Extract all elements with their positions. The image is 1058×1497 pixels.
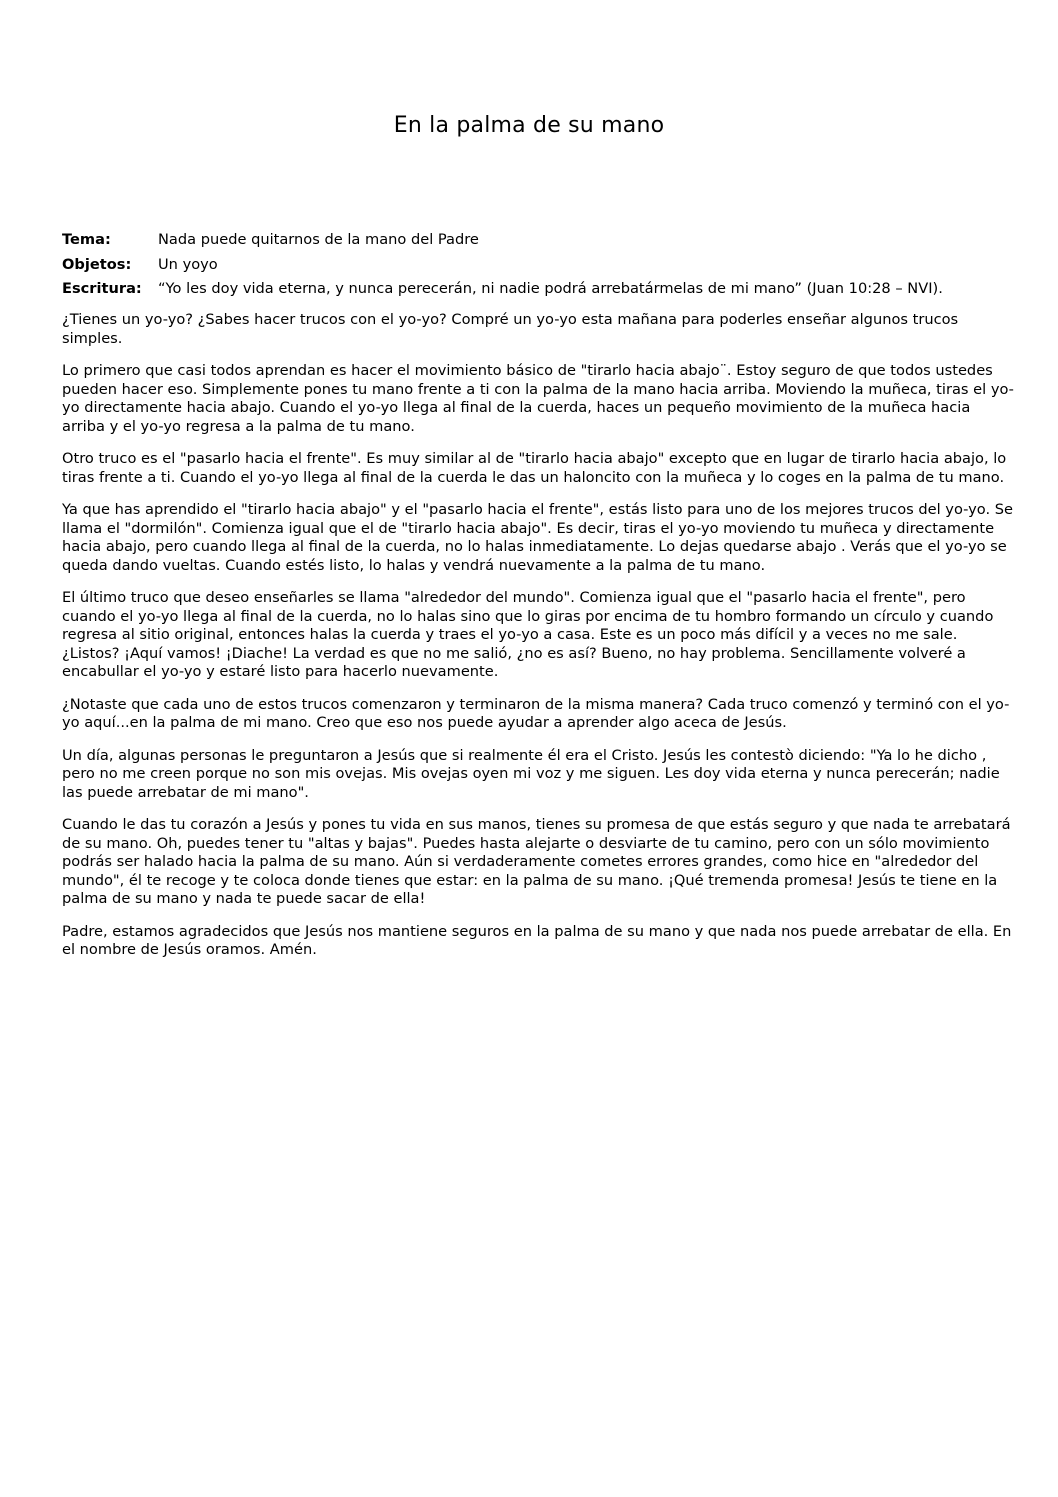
paragraph: Cuando le das tu corazón a Jesús y pones tu vida en sus manos, tienes su promesa de que estás seguro y que nada te arrebatará de su mano. Oh, puedes tener tu "altas y bajas". Puedes hasta alejarte o desviarte de tu camino, pero con un sólo movimiento podrás ser halado hacia la palma de su mano. Aún si verdaderamente cometes errores grandes, como hice en "alrededor del mundo", él te recoge y te coloca donde tienes que estar: en la palma de su mano. ¡Qué tremenda promesa! Jesús te tiene en la palma de su mano y nada te puede sacar de ella!	[62, 816, 1011, 907]
theme-label: Tema:	[62, 231, 111, 248]
objects-label: Objetos:	[62, 255, 132, 273]
paragraph: Lo primero que casi todos aprendan es hacer el movimiento básico de "tirarlo hacia abajo¨. Estoy seguro de que todos ustedes pueden hacer eso. Simplemente pones tu mano frente a ti con la palma de la mano hacia arriba. Moviendo la muñeca, tiras el yo-yo directamente hacia abajo. Cuando el yo-yo llega al final de la cuerda, haces un pequeño movimiento de la muñeca hacia arriba y el yo-yo regresa a la palma de tu mano.	[62, 362, 1014, 435]
paragraph: Un día, algunas personas le preguntaron a Jesús que si realmente él era el Cristo. Jesús les contestò diciendo: "Ya lo he dicho , pero no me creen porque no son mis ovejas. Mis ovejas oyen mi voz y me siguen. Les doy vida eterna y nunca perecerán; nadie las puede arrebatar de mi mano".	[62, 746, 1000, 801]
paragraph: ¿Tienes un yo-yo? ¿Sabes hacer trucos con el yo-yo? Compré un yo-yo esta mañana para poderles enseñar algunos trucos simples.	[62, 311, 959, 347]
paragraph: Ya que has aprendido el "tirarlo hacia abajo" y el "pasarlo hacia el frente", estás listo para uno de los mejores trucos del yo-yo. Se llama el "dormilón". Comienza igual que el de "tirarlo hacia abajo". Es decir, tiras el yo-yo moviendo tu muñeca y directamente hacia abajo, pero cuando llega al final de la cuerda, no lo halas inmediatamente. Lo dejas quedarse abajo . Verás que el yo-yo se queda dando vueltas. Cuando estés listo, lo halas y vendrá nuevamente a la palma de tu mano.	[62, 501, 1013, 574]
paragraph: El último truco que deseo enseñarles se llama "alrededor del mundo". Comienza igual que el "pasarlo hacia el frente", pero cuando el yo-yo llega al final de la cuerda, no lo halas sino que lo giras por encima de tu hombro formando un círculo y cuando regresa al sitio original, entonces halas la cuerda y traes el yo-yo a casa. Este es un poco más difícil y a veces no me sale. ¿Listos? ¡Aquí vamos! ¡Diache! La verdad es que no me salió, ¿no es así? Bueno, no hay problema. Sencillamente volveré a encabullar el yo-yo y estaré listo para hacerlo nuevamente.	[62, 589, 994, 680]
page-title: En la palma de su mano	[393, 113, 665, 138]
lesson-meta	[62, 228, 1022, 302]
scripture-label: Escritura:	[62, 280, 142, 297]
meta-row-scripture	[62, 277, 1022, 302]
paragraph: Otro truco es el "pasarlo hacia el frente". Es muy similar al de "tirarlo hacia abajo" excepto que en lugar de tirarlo hacia abajo, lo tiras frente a ti. Cuando el yo-yo llega al final de la cuerda le das un haloncito con la muñeca y lo coges en la palma de tu mano.	[62, 450, 1007, 486]
theme-value: Nada puede quitarnos de la mano del Padre	[158, 231, 479, 248]
meta-row-theme	[62, 228, 1022, 253]
meta-row-objects	[62, 253, 1022, 278]
scripture-value: “Yo les doy vida eterna, y nunca perecerán, ni nadie podrá arrebatármelas de mi mano” (Juan 10:28 – NVI).	[158, 280, 943, 297]
paragraph: ¿Notaste que cada uno de estos trucos comenzaron y terminaron de la misma manera? Cada truco comenzó y terminó con el yo-yo aquí...en la palma de mi mano. Creo que eso nos puede ayudar a aprender algo aceca de Jesús.	[62, 695, 1010, 731]
paragraph: Padre, estamos agradecidos que Jesús nos mantiene seguros en la palma de su mano y que nada nos puede arrebatar de ella. En el nombre de Jesús oramos. Amén.	[62, 922, 1012, 958]
lesson-body	[62, 311, 1016, 974]
objects-value: Un yoyo	[158, 255, 218, 273]
